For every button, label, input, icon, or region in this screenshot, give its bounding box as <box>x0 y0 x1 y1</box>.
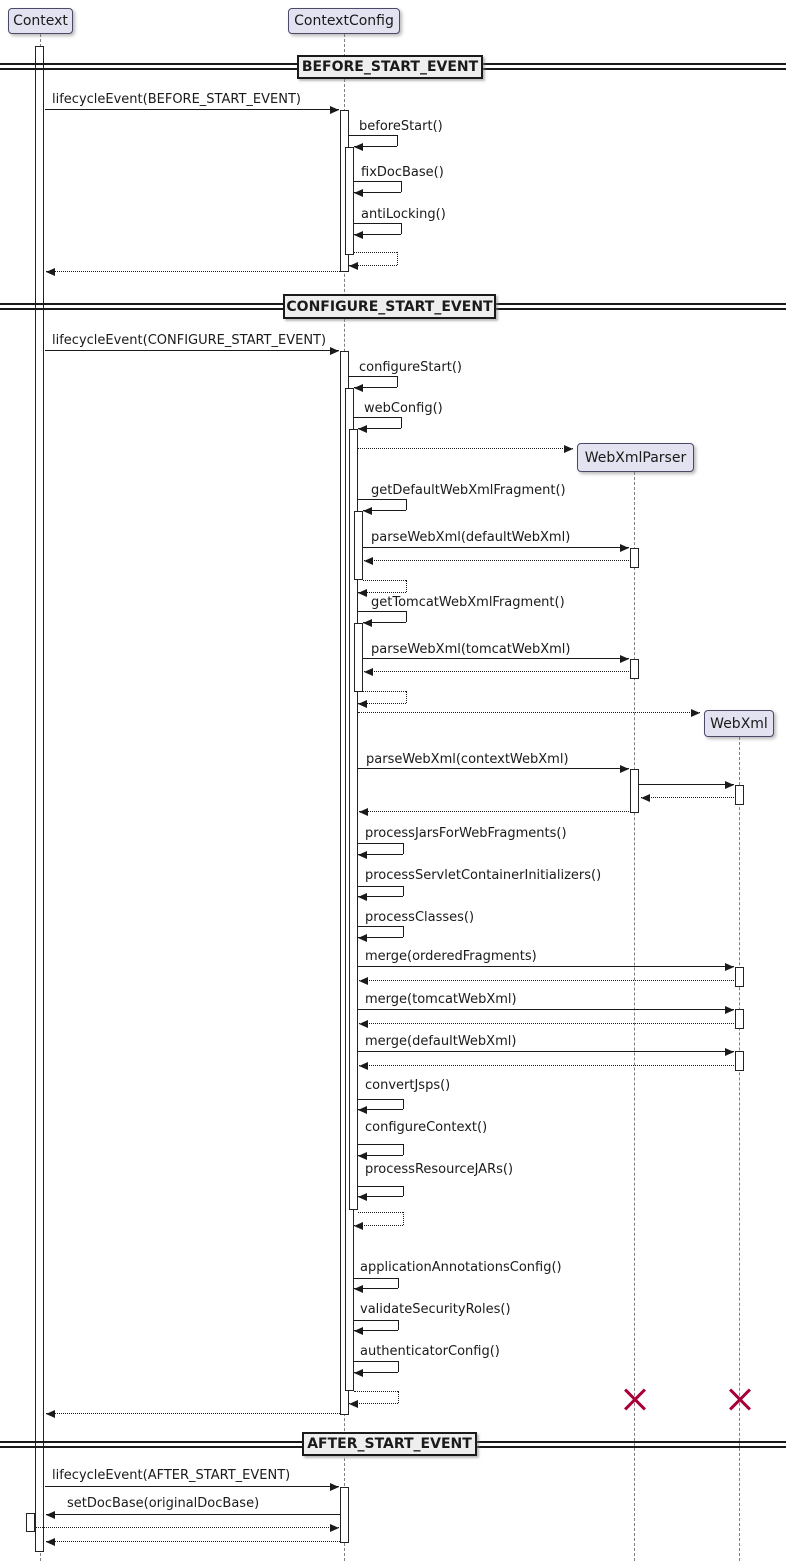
self-message-line <box>354 417 402 418</box>
message-line <box>641 797 734 798</box>
activation-bar <box>630 659 639 679</box>
self-message-line <box>406 580 407 592</box>
message-label: lifecycleEvent(AFTER_START_EVENT) <box>52 1468 291 1483</box>
arrowhead-icon <box>330 347 339 355</box>
self-message-line <box>401 223 402 234</box>
self-message-line <box>358 843 403 844</box>
message-line <box>358 1009 734 1010</box>
divider-label: CONFIGURE_START_EVENT <box>286 298 493 315</box>
activation-bar <box>630 769 639 813</box>
message-line <box>359 1065 734 1066</box>
self-message-line <box>358 1144 403 1145</box>
self-message-line <box>403 926 404 937</box>
participant-label: ContextConfig <box>294 13 394 29</box>
message-line <box>358 712 700 713</box>
destroy-x-icon <box>727 1386 753 1412</box>
arrowhead-icon <box>725 781 734 789</box>
activation-bar <box>735 1009 744 1029</box>
message-label: configureStart() <box>359 360 462 375</box>
arrowhead-icon <box>358 1193 367 1201</box>
message-label: parseWebXml(defaultWebXml) <box>371 530 571 545</box>
message-label: lifecycleEvent(CONFIGURE_START_EVENT) <box>52 333 327 348</box>
self-message-line <box>354 1391 399 1392</box>
arrowhead-icon <box>46 1538 55 1546</box>
arrowhead-icon <box>354 189 363 197</box>
message-label: processResourceJARs() <box>365 1162 514 1177</box>
arrowhead-icon <box>364 557 373 565</box>
arrowhead-icon <box>620 655 629 663</box>
arrowhead-icon <box>354 384 363 392</box>
arrowhead-icon <box>354 231 363 239</box>
divider-label: BEFORE_START_EVENT <box>301 59 479 75</box>
lifeline-webxml <box>739 737 740 1561</box>
arrowhead-icon <box>354 1369 363 1377</box>
self-message-line <box>354 252 398 253</box>
self-message-line <box>398 1320 399 1330</box>
activation-bar <box>354 511 363 580</box>
message-label: merge(tomcatWebXml) <box>365 992 517 1007</box>
self-message-line <box>403 1186 404 1196</box>
self-message-line <box>358 1099 403 1100</box>
self-message-line <box>401 417 402 428</box>
activation-bar <box>354 623 363 692</box>
message-label: getTomcatWebXmlFragment() <box>371 595 565 610</box>
self-message-line <box>398 1278 399 1288</box>
arrowhead-icon <box>349 1400 358 1408</box>
self-message-line <box>358 926 403 927</box>
arrowhead-icon <box>330 1524 339 1532</box>
arrowhead-icon <box>363 507 372 515</box>
arrowhead-icon <box>725 1048 734 1056</box>
self-message-line <box>406 691 407 703</box>
arrowhead-icon <box>354 143 363 151</box>
self-message-line <box>406 499 407 510</box>
self-message-line <box>398 1361 399 1372</box>
self-message-line <box>401 181 402 192</box>
message-line <box>45 350 339 351</box>
message-line <box>639 784 734 785</box>
arrowhead-icon <box>46 1511 55 1519</box>
arrowhead-icon <box>358 589 367 597</box>
arrowhead-icon <box>358 851 367 859</box>
arrowhead-icon <box>359 977 368 985</box>
message-line <box>46 1514 340 1515</box>
arrowhead-icon <box>354 1327 363 1335</box>
message-line <box>359 811 629 812</box>
self-message-line <box>349 376 397 377</box>
message-label: validateSecurityRoles() <box>360 1302 511 1317</box>
self-message-line <box>358 886 403 887</box>
message-line <box>46 1541 340 1542</box>
self-message-line <box>403 1099 404 1109</box>
self-message-line <box>349 135 397 136</box>
activation-bar <box>35 46 44 1552</box>
arrowhead-icon <box>46 268 55 276</box>
message-line <box>359 980 734 981</box>
arrowhead-icon <box>358 1152 367 1160</box>
message-line <box>364 671 629 672</box>
arrowhead-icon <box>564 445 573 453</box>
destroy-x-icon <box>622 1386 648 1412</box>
arrowhead-icon <box>358 1106 367 1114</box>
arrowhead-icon <box>330 1483 339 1491</box>
message-label: merge(defaultWebXml) <box>365 1034 517 1049</box>
self-message-line <box>358 611 406 612</box>
arrowhead-icon <box>364 668 373 676</box>
arrowhead-icon <box>358 893 367 901</box>
participant-context <box>8 8 73 34</box>
arrowhead-icon <box>620 765 629 773</box>
message-label: antiLocking() <box>361 207 446 222</box>
message-label: beforeStart() <box>359 119 443 134</box>
message-line <box>363 547 630 548</box>
self-message-line <box>358 1186 403 1187</box>
self-message-line <box>363 691 407 692</box>
message-line <box>358 768 629 769</box>
activation-bar <box>735 785 744 805</box>
self-message-line <box>406 611 407 622</box>
message-line <box>363 658 630 659</box>
self-message-line <box>397 376 398 387</box>
self-message-line <box>403 1144 404 1155</box>
arrowhead-icon <box>358 425 367 433</box>
self-message-line <box>403 843 404 854</box>
message-line <box>46 1413 340 1414</box>
message-line <box>45 109 339 110</box>
participant-label: Context <box>13 13 68 29</box>
message-line <box>364 560 629 561</box>
self-message-line <box>398 1391 399 1403</box>
activation-bar <box>345 147 354 255</box>
self-message-line <box>358 1212 403 1213</box>
participant-label: WebXmlParser <box>584 449 687 466</box>
arrowhead-icon <box>725 963 734 971</box>
message-label: setDocBase(originalDocBase) <box>67 1496 260 1511</box>
divider-before-start-event <box>297 55 483 79</box>
self-message-line <box>354 1278 399 1279</box>
self-message-line <box>397 252 398 265</box>
arrowhead-icon <box>349 262 358 270</box>
arrowhead-icon <box>691 709 700 717</box>
participant-contextconfig <box>288 8 400 34</box>
self-message-line <box>354 181 402 182</box>
activation-bar <box>340 1487 349 1543</box>
self-message-line <box>403 1212 404 1225</box>
arrowhead-icon <box>359 808 368 816</box>
message-label: parseWebXml(contextWebXml) <box>366 752 569 767</box>
message-label: authenticatorConfig() <box>360 1344 500 1359</box>
self-message-line <box>403 886 404 896</box>
arrowhead-icon <box>359 1062 368 1070</box>
activation-bar <box>735 967 744 987</box>
message-label: webConfig() <box>364 401 443 416</box>
message-label: lifecycleEvent(BEFORE_START_EVENT) <box>52 92 301 107</box>
arrowhead-icon <box>725 1006 734 1014</box>
message-label: applicationAnnotationsConfig() <box>360 1260 562 1275</box>
message-label: processServletContainerInitializers() <box>365 868 602 883</box>
message-label: getDefaultWebXmlFragment() <box>371 483 566 498</box>
message-label: configureContext() <box>365 1120 488 1135</box>
message-line <box>358 448 573 449</box>
message-line <box>358 966 734 967</box>
arrowhead-icon <box>363 619 372 627</box>
message-line <box>46 271 340 272</box>
participant-webxmlparser <box>577 443 694 472</box>
message-label: convertJsps() <box>365 1078 451 1093</box>
participant-webxml <box>704 710 774 737</box>
divider-label: AFTER_START_EVENT <box>307 1436 472 1452</box>
arrowhead-icon <box>354 1222 363 1230</box>
activation-bar <box>26 1513 35 1532</box>
message-label: merge(orderedFragments) <box>365 949 537 964</box>
message-line <box>359 1023 734 1024</box>
arrowhead-icon <box>358 934 367 942</box>
arrowhead-icon <box>46 1410 55 1418</box>
arrowhead-icon <box>354 1285 363 1293</box>
self-message-line <box>397 135 398 146</box>
arrowhead-icon <box>358 700 367 708</box>
message-line <box>358 1051 734 1052</box>
self-message-line <box>354 1320 399 1321</box>
participant-label: WebXml <box>710 715 768 732</box>
arrowhead-icon <box>359 1020 368 1028</box>
activation-bar <box>630 548 639 568</box>
message-label: processClasses() <box>365 910 475 925</box>
arrowhead-icon <box>330 106 339 114</box>
divider-configure-start-event <box>283 294 496 319</box>
self-message-line <box>363 580 407 581</box>
divider-after-start-event <box>302 1432 477 1456</box>
arrowhead-icon <box>641 794 650 802</box>
self-message-line <box>354 223 402 224</box>
message-label: parseWebXml(tomcatWebXml) <box>371 642 571 657</box>
message-label: fixDocBase() <box>361 165 444 180</box>
message-label: processJarsForWebFragments() <box>365 826 567 841</box>
arrowhead-icon <box>620 544 629 552</box>
self-message-line <box>358 499 406 500</box>
message-line <box>36 1527 339 1528</box>
message-line <box>45 1486 339 1487</box>
self-message-line <box>354 1361 399 1362</box>
activation-bar <box>735 1051 744 1071</box>
